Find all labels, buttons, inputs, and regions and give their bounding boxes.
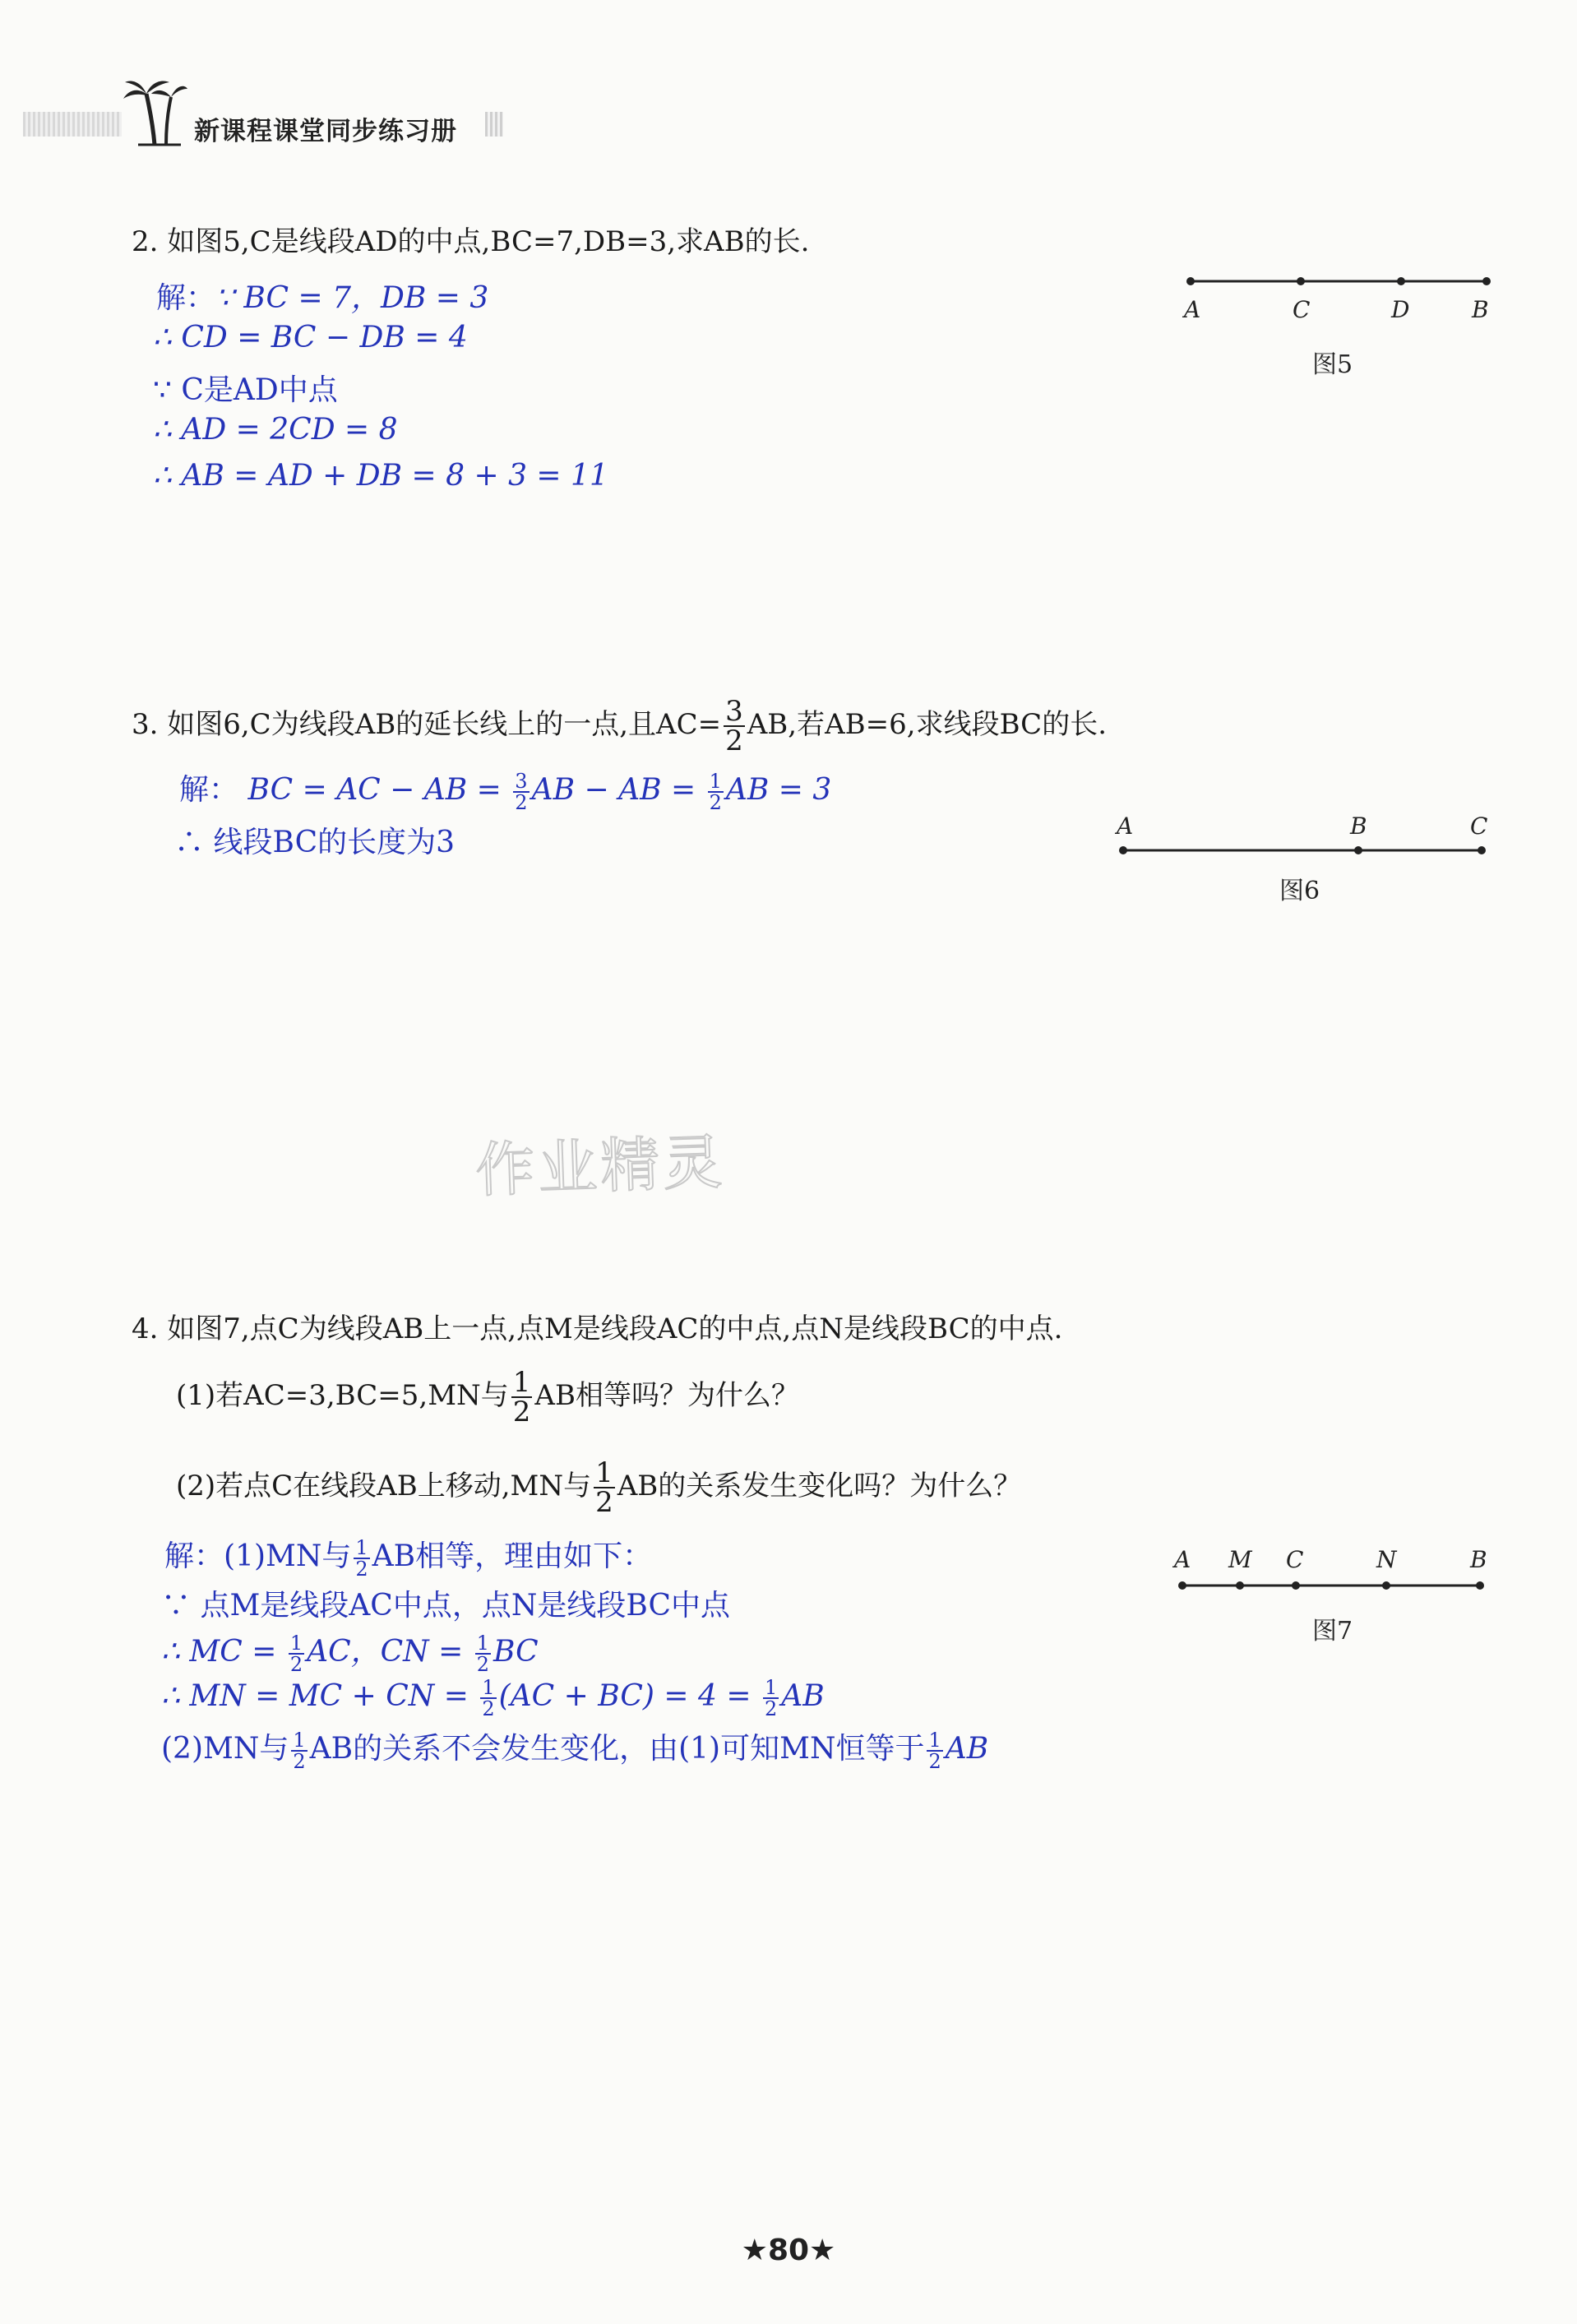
- q4-sub2: (2)若点C在线段AB上移动,MN与 $\frac{1}{2}$ AB的关系发生变化吗？为什么？: [176, 1456, 1022, 1519]
- figure-7-segment: [1168, 1569, 1496, 1602]
- star-icon: ★: [741, 2234, 768, 2267]
- header-decoration-right: [485, 112, 503, 137]
- q4-sub1: (1)若AC=3,BC=5,MN与 $\frac{1}{2}$ AB相等吗？为什么？: [176, 1366, 799, 1428]
- fig5-label-d: D: [1391, 296, 1410, 323]
- watermark: 作业精灵: [474, 1127, 727, 1206]
- q2-answer-line2: ∴ CD = BC − DB = 4: [153, 321, 468, 354]
- header-title: 新课程课堂同步练习册: [194, 117, 457, 146]
- q2-answer-line5: ∴ AB = AD + DB = 8 + 3 = 11: [153, 459, 608, 493]
- figure-5-segment: [1176, 263, 1505, 329]
- fig7-label-c: C: [1286, 1546, 1304, 1573]
- page-number: ★80★: [741, 2234, 836, 2267]
- q2-question: 2. 如图5,C是线段AD的中点,BC=7,DB=3,求AB的长.: [132, 225, 810, 258]
- fig7-label-n: N: [1376, 1546, 1397, 1573]
- q3-answer-line1: 解： BC = AC − AB = $\frac{3}{2}$ AB − AB = $\frac{1}{2}$ AB = 3: [179, 770, 832, 814]
- q4-answer-line3: ∴ MC = $\frac{1}{2}$ AC，CN = $\frac{1}{2}$ BC: [161, 1632, 539, 1676]
- header-decoration: [23, 112, 122, 137]
- star-icon: ★: [809, 2234, 836, 2267]
- fig6-caption: 图6: [1279, 877, 1320, 905]
- fig6-label-c: C: [1470, 812, 1488, 840]
- fig7-label-a: A: [1174, 1546, 1191, 1573]
- q3-answer-line2: ∴ 线段BC的长度为3: [174, 826, 456, 859]
- q2-answer-line1: 解：∵ BC = 7，DB = 3: [156, 281, 489, 315]
- fig5-label-b: B: [1472, 296, 1489, 323]
- fig5-label-c: C: [1293, 296, 1311, 323]
- palm-tree-icon: [122, 76, 187, 146]
- fig7-label-m: M: [1228, 1546, 1252, 1573]
- fig5-label-a: A: [1184, 296, 1201, 323]
- q4-answer-line5: (2)MN与 $\frac{1}{2}$ AB的关系不会发生变化，由(1)可知MN恒等于 $\frac{1}{2}$ AB: [161, 1729, 989, 1773]
- figure-6-segment: [1110, 831, 1496, 872]
- q4-answer-line2: ∵ 点M是线段AC中点，点N是线段BC中点: [161, 1589, 731, 1623]
- fig5-caption: 图5: [1312, 350, 1353, 379]
- fig6-label-b: B: [1350, 812, 1367, 840]
- q4-question: 4. 如图7,点C为线段AB上一点,点M是线段AC的中点,点N是线段BC的中点.: [132, 1312, 1063, 1345]
- fig6-label-a: A: [1117, 812, 1134, 840]
- fig7-label-b: B: [1470, 1546, 1487, 1573]
- q2-answer-line4: ∴ AD = 2CD = 8: [153, 413, 398, 447]
- fig7-caption: 图7: [1312, 1617, 1353, 1646]
- q3-question: 3. 如图6,C为线段AB的延长线上的一点,且AC= $\frac{3}{2}$ AB,若AB=6,求线段BC的长.: [132, 695, 1108, 757]
- q4-answer-line1: 解：(1)MN与 $\frac{1}{2}$ AB相等，理由如下：: [164, 1536, 653, 1581]
- q4-answer-line4: ∴ MN = MC + CN = $\frac{1}{2}$ (AC + BC) = 4 = $\frac{1}{2}$ AB: [161, 1676, 825, 1720]
- q2-answer-line3: ∵ C是AD中点: [153, 373, 338, 407]
